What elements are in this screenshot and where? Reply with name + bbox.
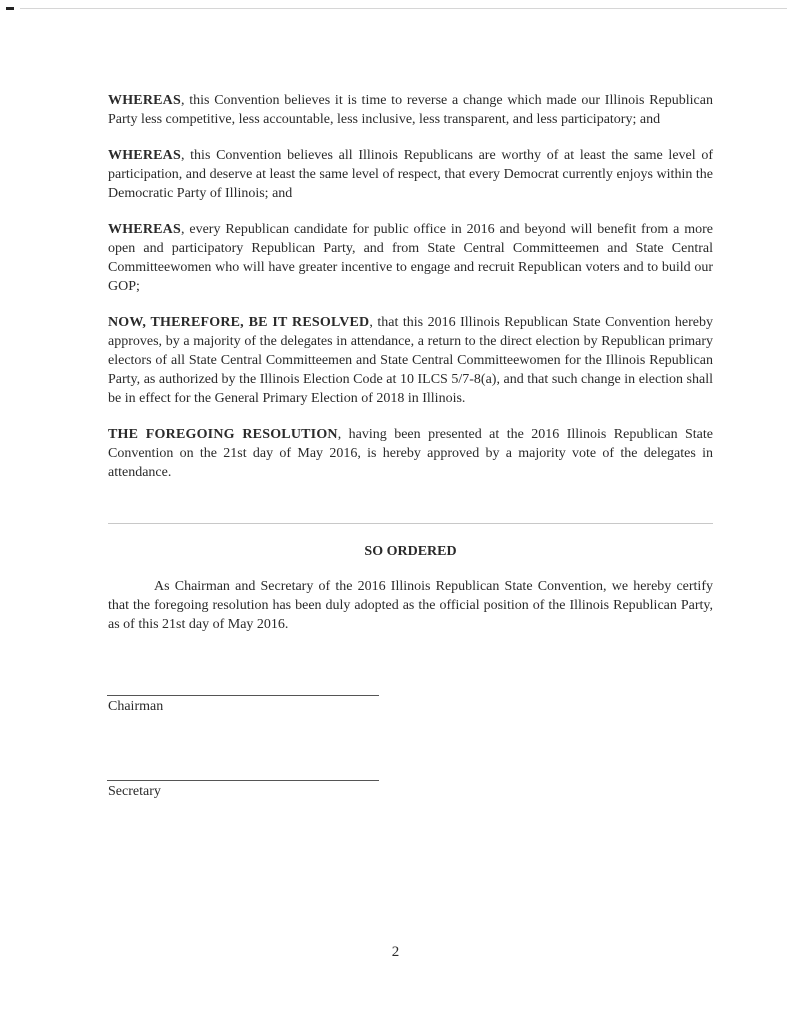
paragraph-text: , having been presented at the 2016 Illinois Republican State Convention on the 21st day of May 2016, is hereby approved by a majority vote of the delegates in attendance.	[108, 427, 713, 480]
certification-paragraph: As Chairman and Secretary of the 2016 Illinois Republican State Convention, we hereby certify that the foregoing resolution has been duly adopted as the official position of the Illinois Republican Party, as of this 21st day of May 2016.	[108, 579, 713, 632]
page-number: 2	[391, 944, 400, 960]
whereas-paragraph-2	[108, 146, 713, 203]
paragraph-text: , this Convention believes it is time to reverse a change which made our Illinois Republican Party less competitive, less accountable, less inclusive, less transparent, and less participatory; and	[108, 93, 713, 127]
chairman-signature-line	[107, 695, 379, 696]
paragraph-lead: WHEREAS	[108, 148, 181, 163]
resolution-body	[108, 91, 713, 499]
whereas-paragraph-1	[108, 91, 713, 129]
so-ordered-heading: SO ORDERED	[364, 544, 457, 559]
paragraph-text: , this Convention believes all Illinois Republicans are worthy of at least the same level of participation, and deserve at least the same level of respect, that every Democrat currently enjoys within the Democratic Party of Illinois; and	[108, 148, 713, 201]
whereas-paragraph-3	[108, 220, 713, 296]
paragraph-lead: WHEREAS	[108, 222, 181, 237]
paragraph-text: , every Republican candidate for public office in 2016 and beyond will benefit from a more open and participatory Republican Party, and from State Central Committeemen and State Central Committeewomen who will have greater incentive to engage and recruit Republican voters and to build our GOP;	[108, 222, 713, 294]
paragraph-lead: NOW, THEREFORE, BE IT RESOLVED	[108, 315, 370, 330]
chairman-label: Chairman	[108, 699, 164, 714]
scan-artifact-mark	[6, 7, 14, 10]
paragraph-lead: WHEREAS	[108, 93, 181, 108]
paragraph-text: , that this 2016 Illinois Republican State Convention hereby approves, by a majority of the delegates in attendance, a return to the direct election by Republican primary electors of all State Central Committeemen and State Central Committeewomen for the Illinois Republican Party, as authorized by the Illinois Election Code at 10 ILCS 5/7-8(a), and that such change in election shall be in effect for the General Primary Election of 2018 in Illinois.	[108, 315, 714, 406]
scan-edge-line	[20, 8, 787, 9]
foregoing-resolution-paragraph	[108, 425, 713, 482]
paragraph-lead: THE FOREGOING RESOLUTION	[108, 427, 338, 442]
resolved-paragraph	[108, 313, 713, 408]
section-divider	[108, 523, 713, 524]
secretary-label: Secretary	[108, 784, 161, 799]
secretary-signature-line	[107, 780, 379, 781]
